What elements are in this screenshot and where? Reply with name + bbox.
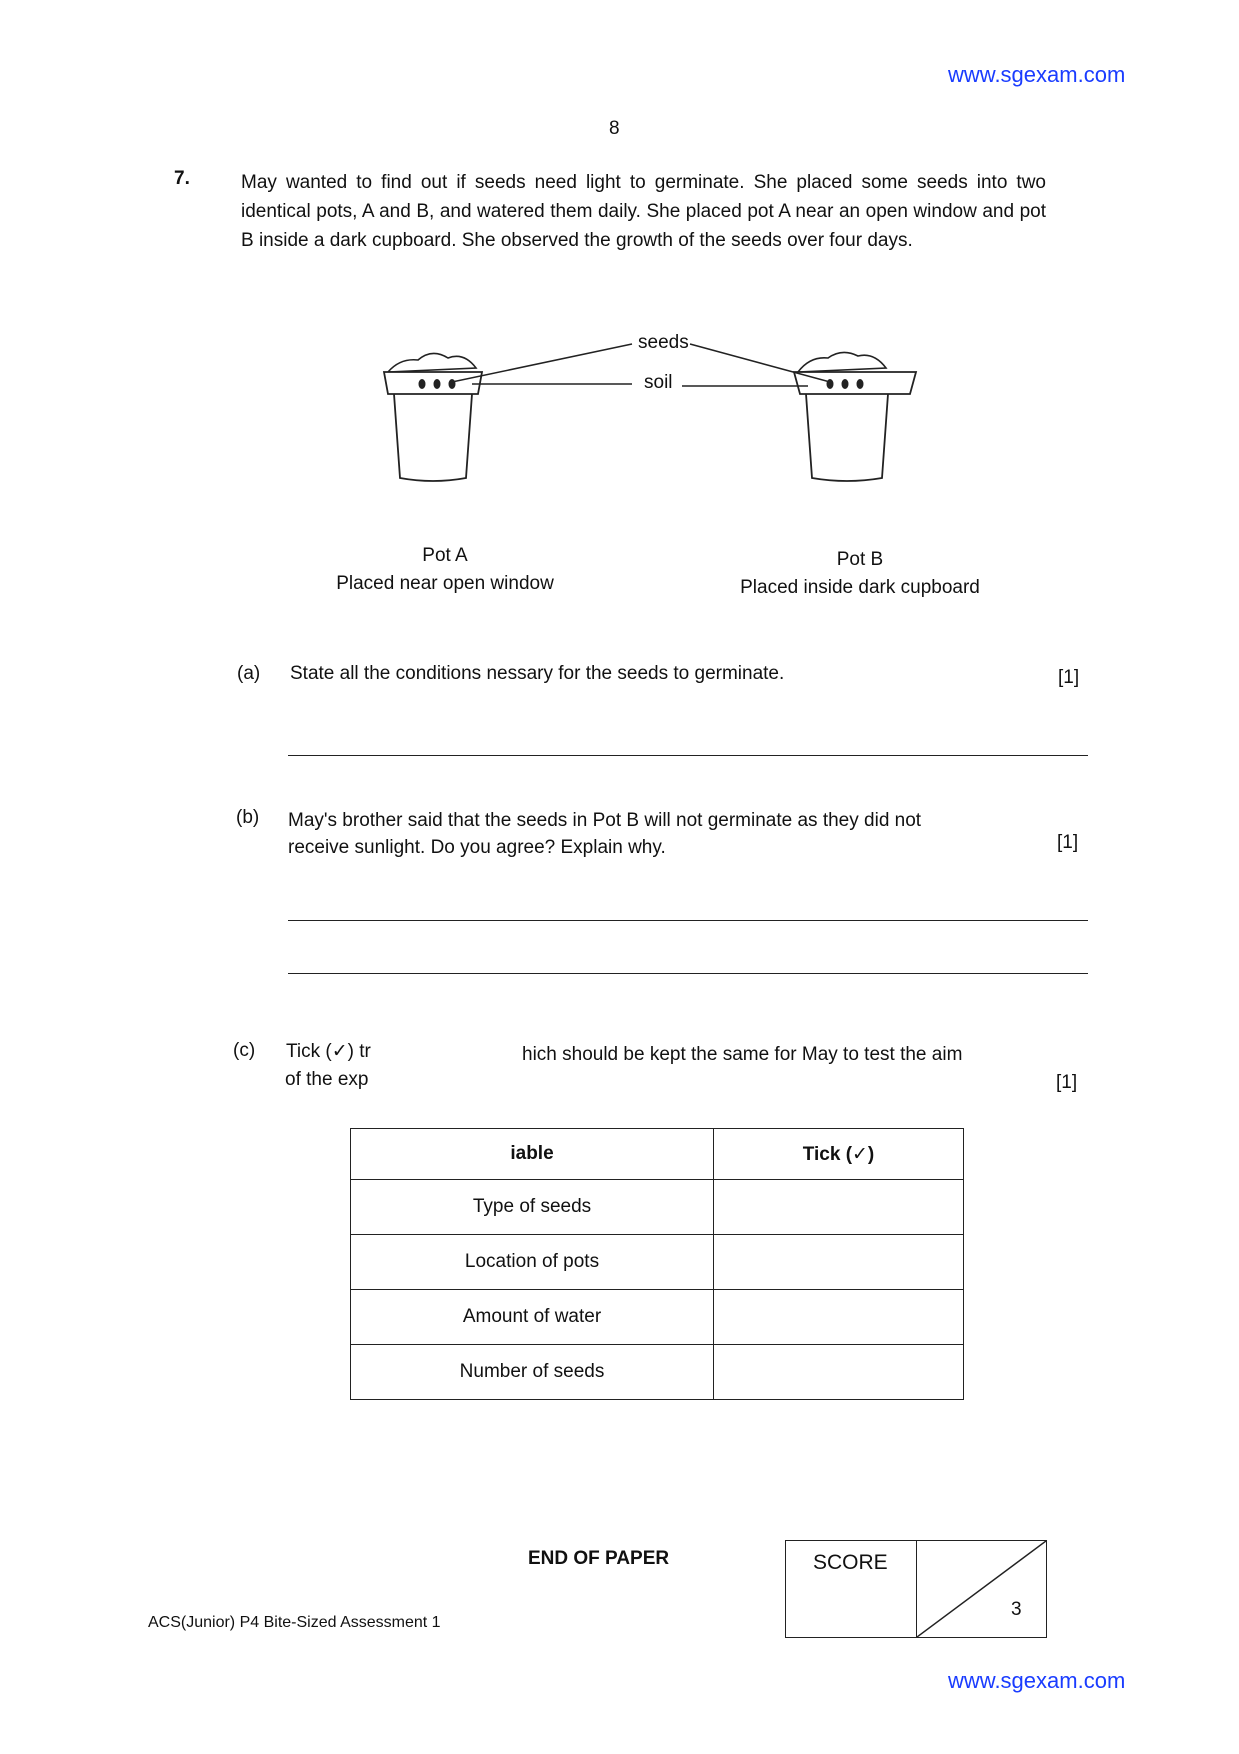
part-b-line2: receive sunlight. Do you agree? Explain why. — [288, 837, 666, 858]
part-a-text: State all the conditions nessary for the seeds to germinate. — [290, 663, 785, 684]
table-row — [351, 1180, 964, 1235]
tick-cell[interactable] — [714, 1345, 964, 1400]
part-c-line1-end: hich should be kept the same for May to test the aim — [522, 1044, 963, 1065]
seed-icon — [827, 379, 834, 389]
part-b-answer-line-1[interactable] — [288, 920, 1088, 921]
tick-cell[interactable] — [714, 1290, 964, 1345]
header-site-url: www.sgexam.com — [948, 62, 1126, 87]
header-tick: Tick (✓) — [714, 1129, 964, 1180]
tick-cell[interactable] — [714, 1180, 964, 1235]
part-c-marks: [1] — [1056, 1072, 1078, 1093]
assessment-name: ACS(Junior) P4 Bite-Sized Assessment 1 — [148, 1614, 441, 1631]
seed-icon — [449, 379, 456, 389]
seeds-label: seeds — [638, 332, 689, 353]
pot-b-drawing — [794, 352, 916, 481]
table-row — [351, 1235, 964, 1290]
part-b-line1: May's brother said that the seeds in Pot B will not germinate as they did not — [288, 810, 922, 831]
part-b-letter: (b) — [236, 807, 260, 828]
pot-a-name: Pot A — [422, 545, 468, 566]
pot-b-caption: Placed inside dark cupboard — [740, 577, 980, 598]
score-diagonal — [917, 1541, 1046, 1637]
part-a-letter: (a) — [237, 663, 261, 684]
seed-icon — [434, 379, 441, 389]
variable-cell: Amount of water — [351, 1290, 714, 1345]
question-number: 7. — [174, 168, 190, 189]
part-c-line1-start: Tick (✓) tr — [286, 1041, 371, 1062]
end-of-paper: END OF PAPER — [528, 1548, 670, 1569]
variable-cell: Number of seeds — [351, 1345, 714, 1400]
variables-table — [350, 1128, 964, 1400]
soil-label: soil — [644, 372, 673, 393]
part-c-line2-start: of the exp — [285, 1069, 369, 1090]
tick-cell[interactable] — [714, 1235, 964, 1290]
footer-site-url: www.sgexam.com — [948, 1668, 1126, 1693]
score-total: 3 — [1011, 1599, 1022, 1620]
pot-b-name: Pot B — [836, 549, 884, 570]
seed-icon — [419, 379, 426, 389]
variable-cell: Location of pots — [351, 1235, 714, 1290]
part-b-marks: [1] — [1057, 832, 1079, 853]
seeds-leader-line-a — [452, 344, 632, 382]
variable-cell: Type of seeds — [351, 1180, 714, 1235]
part-b-answer-line-2[interactable] — [288, 973, 1088, 974]
table-row — [351, 1290, 964, 1345]
table-row — [351, 1345, 964, 1400]
seed-icon — [842, 379, 849, 389]
page-number: 8 — [609, 118, 620, 139]
part-a-marks: [1] — [1058, 667, 1080, 688]
pot-a-caption: Placed near open window — [336, 573, 554, 594]
question-text: May wanted to find out if seeds need light to germinate. She placed some seeds into two identical pots, A and B, and watered them daily. She placed pot A near an open window and pot B inside a dark cupboard. She observed the growth of the seeds over four days. — [241, 172, 1046, 251]
part-c-letter: (c) — [233, 1040, 256, 1061]
seed-icon — [857, 379, 864, 389]
score-box — [785, 1540, 1047, 1638]
score-label: SCORE — [813, 1551, 888, 1574]
header-variable: iable — [351, 1129, 714, 1180]
part-a-answer-line[interactable] — [288, 755, 1088, 756]
pot-a-drawing — [384, 353, 482, 481]
table-header-row — [351, 1129, 964, 1180]
